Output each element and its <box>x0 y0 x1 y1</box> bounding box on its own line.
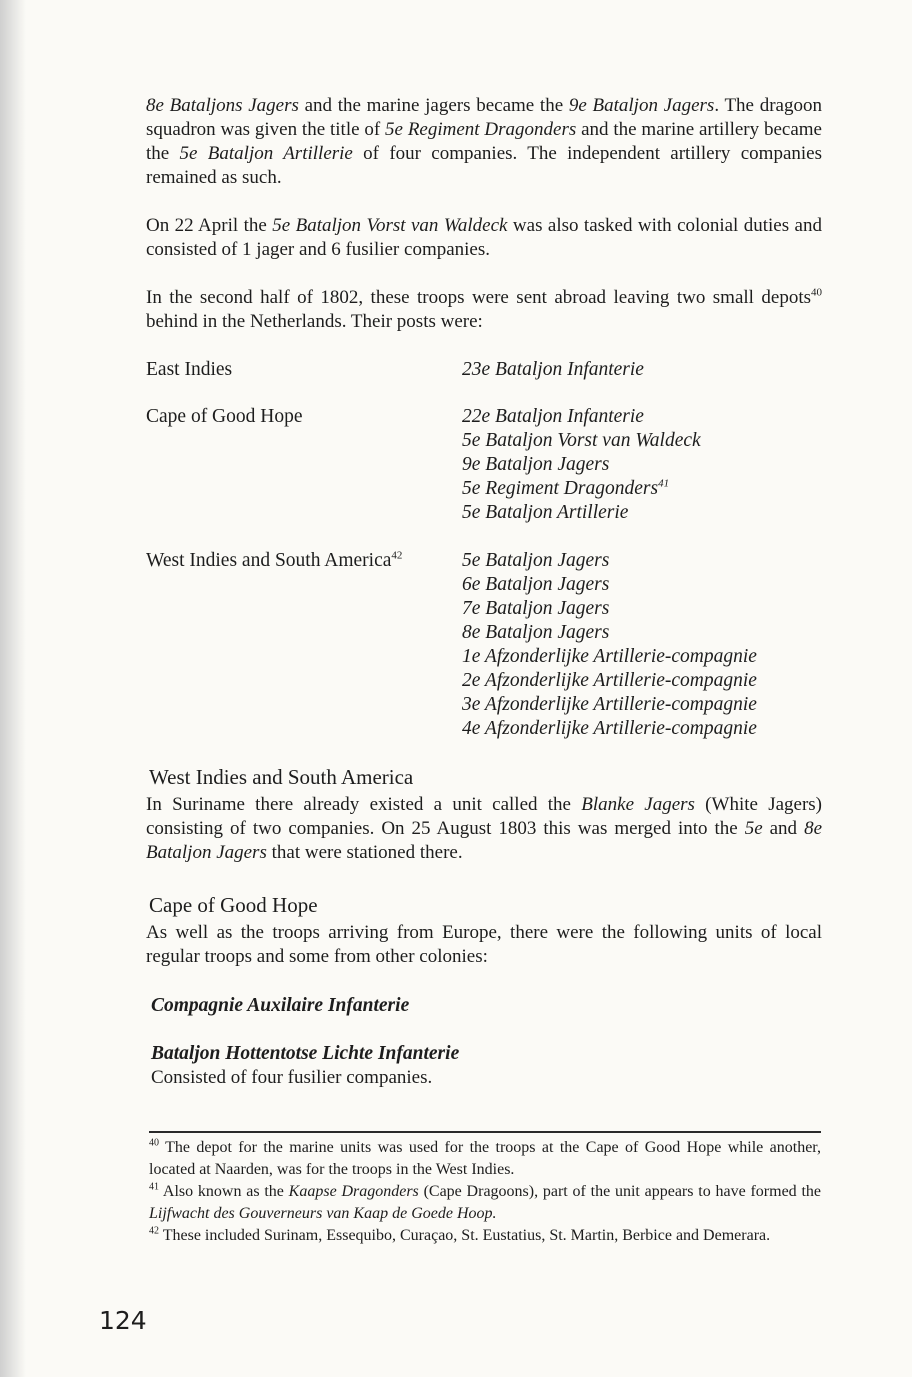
paragraph-suriname <box>146 793 822 865</box>
text-run: Lijfwacht des Gouverneurs van Kaap de Goede Hoop. <box>149 1205 497 1222</box>
footnote-41 <box>149 1181 821 1225</box>
text-run: was also tasked with colonial duties and consisted of 1 jager and 6 fusilier companies. <box>146 215 822 260</box>
unit-line: 23e Bataljon Infanterie <box>462 359 644 380</box>
footnote-42 <box>149 1225 821 1247</box>
unit-line: 9e Bataljon Jagers <box>462 454 610 475</box>
unit-description: Consisted of four fusilier companies. <box>151 1067 433 1088</box>
footnote-divider <box>149 1131 821 1133</box>
footnote-ref: 40 <box>811 286 822 299</box>
text-run: Kaapse Dragonders <box>288 1183 419 1200</box>
text-run: 8e Bataljon Jagers <box>146 818 822 863</box>
post-units <box>462 549 757 741</box>
text-run: of four companies. The independent artillery companies remained as such. <box>146 143 823 188</box>
post-label: Cape of Good Hope <box>146 406 303 427</box>
text-run: (Cape Dragoons), part of the unit appears to have formed the <box>418 1183 822 1200</box>
footnote-ref: 41 <box>149 1181 159 1193</box>
unit-line: 7e Bataljon Jagers <box>462 598 610 619</box>
unit-line: 2e Afzonderlijke Artillerie-compagnie <box>462 670 757 691</box>
text-run: 5e Bataljon Vorst van Waldeck <box>272 215 508 236</box>
text-run: that were stationed there. <box>266 842 463 863</box>
unit-line: 22e Bataljon Infanterie <box>462 406 644 427</box>
text-run: Blanke Jagers <box>581 794 695 815</box>
text-run: 8e Bataljons Jagers <box>146 95 299 116</box>
unit-line: 4e Afzonderlijke Artillerie-compagnie <box>462 718 757 739</box>
text-run: The depot for the marine units was used for the troops at the Cape of Good Hope while another, located at Naarden, was for the troops in the West Indies. <box>149 1139 821 1178</box>
post-label: West Indies and South America$^{42}$ <box>146 549 403 571</box>
unit-line: 8e Bataljon Jagers <box>462 622 610 643</box>
page-number: 124 <box>99 1306 147 1335</box>
unit-line: 1e Afzonderlijke Artillerie-compagnie <box>462 646 757 667</box>
text-run: 5e Regiment Dragonders <box>385 119 577 140</box>
footnote-ref: 42 <box>391 549 403 562</box>
footnotes <box>149 1137 821 1247</box>
text-run: 5e <box>744 818 763 839</box>
paragraph-local-troops <box>146 921 822 969</box>
unit-line: 5e Bataljon Vorst van Waldeck <box>462 430 701 451</box>
text-run: On 22 April the <box>146 215 273 236</box>
paragraph-bataljons <box>146 94 822 190</box>
text-run: 9e Bataljon Jagers <box>568 95 715 116</box>
footnote-ref: 40 <box>149 1137 159 1149</box>
footnote-40 <box>149 1137 821 1181</box>
text-run: These included Surinam, Essequibo, Curaçao, St. Eustatius, St. Martin, Berbice and Demerara. <box>159 1227 771 1244</box>
paragraph-waldeck <box>146 214 822 262</box>
text-run: and the marine artillery became the <box>146 119 822 164</box>
unit-line: 5e Regiment Dragonders$^{41}$ <box>462 477 670 499</box>
text-run: In Suriname there already existed a unit called the <box>146 794 582 815</box>
text-run: Also known as the <box>159 1183 289 1200</box>
post-units <box>462 358 644 382</box>
text-run: (White Jagers) consisting of two companies. On 25 August 1803 this was merged into the <box>146 794 823 839</box>
text-run: and the marine jagers became the <box>298 95 569 116</box>
unit-title-hottentotse: Bataljon Hottentotse Lichte Infanterie <box>151 1043 460 1064</box>
text-run: . The dragoon squadron was given the title of <box>146 95 822 140</box>
text-run: As well as the troops arriving from Europe, there were the following units of local regular troops and some from other colonies: <box>146 922 822 967</box>
section-heading-cape: Cape of Good Hope <box>149 893 318 917</box>
text-run: and <box>762 818 805 839</box>
page-gutter-shadow <box>0 0 26 1377</box>
post-units <box>462 405 701 525</box>
text-run: 5e Bataljon Artillerie <box>179 143 353 164</box>
footnote-ref: 42 <box>149 1225 159 1237</box>
unit-title-auxilaire: Compagnie Auxilaire Infanterie <box>151 995 410 1016</box>
unit-line: 5e Bataljon Jagers <box>462 550 610 571</box>
unit-line: 5e Bataljon Artillerie <box>462 502 629 523</box>
text-run: behind in the Netherlands. Their posts were: <box>146 311 483 332</box>
paragraph-posts-intro <box>146 286 822 334</box>
section-heading-west-indies: West Indies and South America <box>149 765 414 789</box>
unit-line: 3e Afzonderlijke Artillerie-compagnie <box>462 694 757 715</box>
footnote-ref: 41 <box>658 477 670 490</box>
unit-line: 6e Bataljon Jagers <box>462 574 610 595</box>
post-label: East Indies <box>146 359 233 380</box>
text-run: In the second half of 1802, these troops were sent abroad leaving two small depots <box>146 287 811 308</box>
